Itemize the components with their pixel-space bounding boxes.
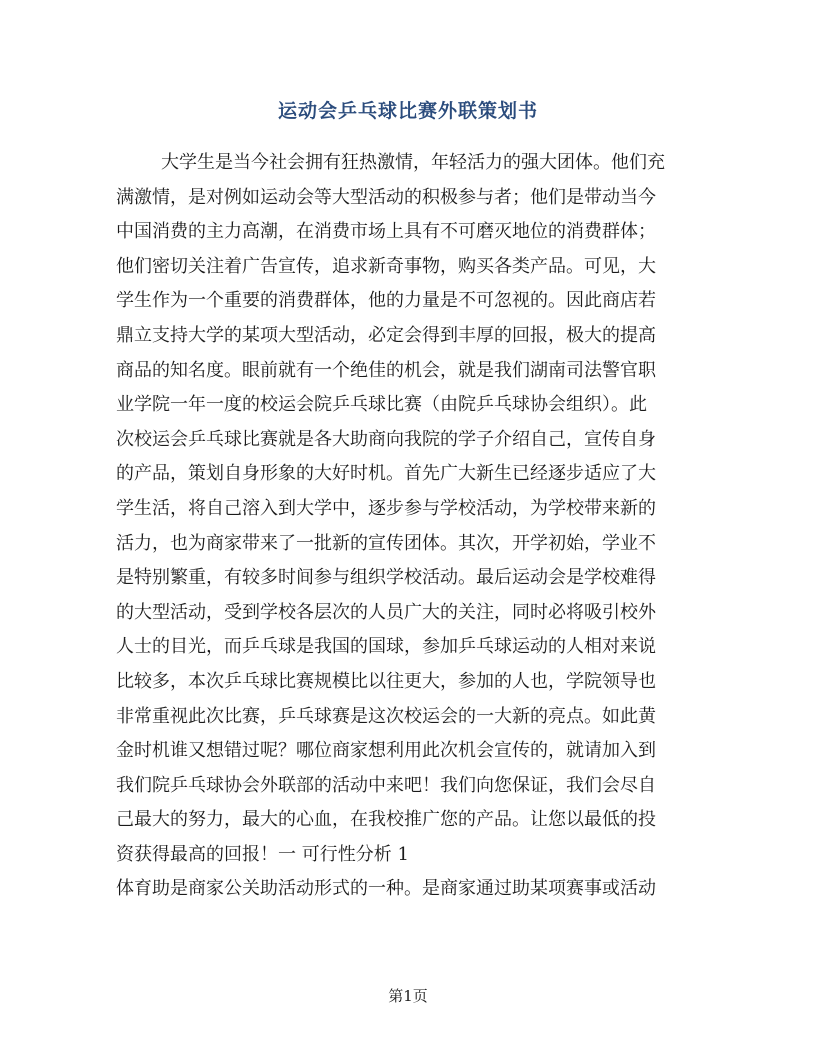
paragraph-line: 己最大的努力，最大的心血，在我校推广您的产品。让您以最低的投 [116,809,656,831]
page-number: 第1页 [388,987,428,1005]
paragraph-line: 非常重视此次比赛，乒乓球赛是这次校运会的一大新的亮点。如此黄 [116,705,656,727]
paragraph-line: 学生活，将自己溶入到大学中，逐步参与学校活动，为学校带来新的 [116,497,656,519]
paragraph-line: 资获得最高的回报！一 可行性分析 1 [116,843,409,865]
paragraph-line: 活力，也为商家带来了一批新的宣传团体。其次，开学初始，学业不 [116,532,656,554]
paragraph-line: 次校运会乒乓球比赛就是各大助商向我院的学子介绍自己，宣传自身 [116,428,656,450]
paragraph-line: 商品的知名度。眼前就有一个绝佳的机会，就是我们湖南司法警官职 [116,359,656,381]
paragraph-line: 他们密切关注着广告宣传，追求新奇事物，购买各类产品。可见，大 [116,255,656,277]
paragraph-line: 比较多，本次乒乓球比赛规模比以往更大，参加的人也，学院领导也 [116,670,656,692]
document-body [116,146,696,907]
paragraph-line: 学生作为一个重要的消费群体，他的力量是不可忽视的。因此商店若 [116,290,656,312]
paragraph-line: 我们院乒乓球协会外联部的活动中来吧！我们向您保证，我们会尽自 [116,774,656,796]
paragraph-line: 体育助是商家公关助活动形式的一种。是商家通过助某项赛事或活动 [116,878,656,900]
paragraph-line: 业学院一年一度的校运会院乒乓球比赛（由院乒乓球协会组织）。此 [116,394,647,416]
paragraph-line: 满激情，是对例如运动会等大型活动的积极参与者；他们是带动当今 [116,186,656,208]
paragraph-line: 鼎立支持大学的某项大型活动，必定会得到丰厚的回报，极大的提高 [116,324,656,346]
document-title: 运动会乒乓球比赛外联策划书 [277,100,538,122]
paragraph-line: 金时机谁又想错过呢？哪位商家想利用此次机会宣传的，就请加入到 [116,740,656,762]
paragraph-line: 是特别繁重，有较多时间参与组织学校活动。最后运动会是学校难得 [116,567,656,589]
paragraph-line: 的产品，策划自身形象的大好时机。首先广大新生已经逐步适应了大 [116,463,656,485]
paragraph-line: 的大型活动，受到学校各层次的人员广大的关注，同时必将吸引校外 [116,601,656,623]
paragraph-line: 大学生是当今社会拥有狂热激情，年轻活力的强大团体。他们充 [161,152,665,173]
paragraph-line: 人士的目光，而乒乓球是我国的国球，参加乒乓球运动的人相对来说 [116,636,656,658]
paragraph-line: 中国消费的主力高潮，在消费市场上具有不可磨灭地位的消费群体； [116,221,656,243]
